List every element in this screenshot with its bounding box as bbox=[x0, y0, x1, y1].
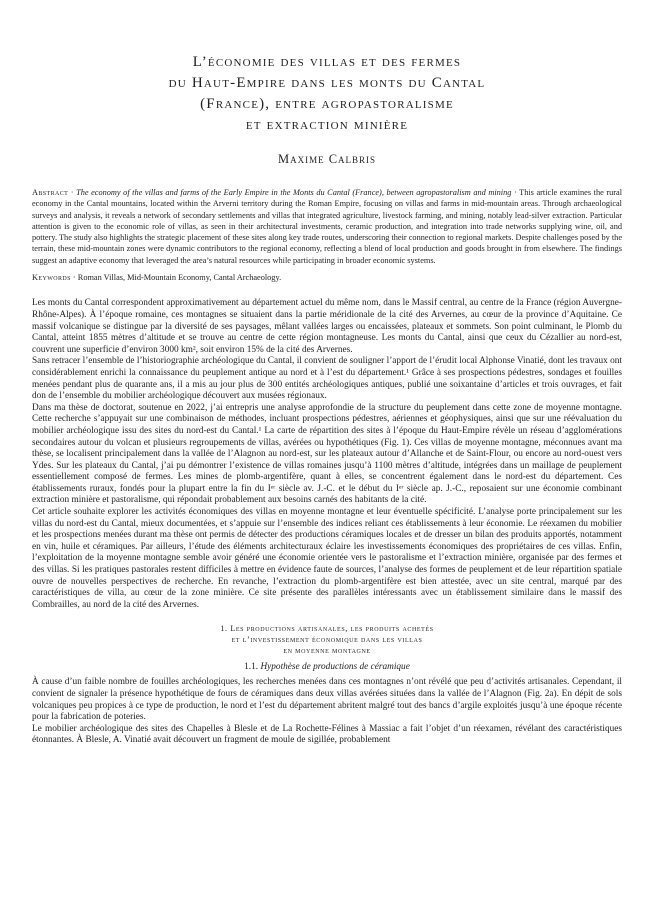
keywords-separator: · bbox=[70, 273, 78, 283]
section-heading bbox=[32, 623, 622, 656]
section-heading-line: 1. Les productions artisanales, les produits achetés bbox=[220, 624, 434, 634]
body-paragraph: Les monts du Cantal correspondent approximativement au département actuel du même nom, dans le Massif central, au centre de la France (région Auvergne-Rhône-Alpes). À l’époque romaine, ces montagnes se situaient dans la partie méridionale de la cité des Arvernes, au cœur de la province d’Aquitaine. Ce massif volcanique se distingue par la diversité de ses paysages, mêlant vallées larges ou encaissées, plateaux et sommets. Son point culminant, le Plomb du Cantal, atteint 1855 mètres d’altitude et se trouve au centre de cette région montagneuse. Les monts du Cantal, ainsi que ceux du Cézallier au nord-est, couvrent une superficie d’environ 3000 km², soit environ 15% de la cité des Arvernes. bbox=[32, 298, 622, 355]
body-paragraph: Sans retracer l’ensemble de l’historiographie archéologique du Cantal, il convient de souligner l’apport de l’érudit local Alphonse Vinatié, dont les travaux ont considérablement enrichi la connaissance du peuplement antique au nord et à l’est du département.¹ Grâce à ses prospections pédestres, sondages et fouilles menées pendant plus de quarante ans, il a mis au jour plus de 300 entités archéologiques antiques, publié une soixantaine d’articles et trois ouvrages, et fait don de l’ensemble du mobilier archéologique découvert aux musées régionaux. bbox=[32, 356, 622, 402]
keywords-text: Roman Villas, Mid-Mountain Economy, Cantal Archaeology. bbox=[77, 273, 282, 283]
abstract bbox=[32, 187, 622, 266]
article-body bbox=[32, 298, 622, 747]
keywords-label: Keywords bbox=[32, 273, 71, 283]
keywords bbox=[32, 272, 622, 283]
section-heading-line: en moyenne montagne bbox=[283, 646, 371, 656]
article-title bbox=[32, 52, 622, 136]
subsection-title: Hypothèse de productions de céramique bbox=[260, 662, 410, 673]
section-heading-line: et l’investissement économique dans les villas bbox=[231, 635, 423, 645]
body-paragraph: Dans ma thèse de doctorat, soutenue en 2022, j’ai entrepris une analyse approfondie de la structure du peuplement dans cette zone de moyenne montagne. Cette recherche s’appuyait sur une combinaison de méthodes, incluant prospections pédestres, aériennes et géophysiques, ainsi que sur une réévaluation du mobilier archéologique issu des sites du nord-est du Cantal.¹ La carte de répartition des sites à l’époque du Haut-Empire révèle un réseau d’agglomérations secondaires autour du volcan et plusieurs regroupements de villas, avérées ou hypothétiques (Fig. 1). Ces villas de moyenne montagne, méconnues avant ma thèse, se localisent principalement dans la vallée de l’Alagnon au nord-est, sur les plateaux autour d’Allanche et de Saint-Flour, ou encore au nord-ouest vers Ydes. Sur les plateaux du Cantal, j’ai pu démontrer l’existence de villas romaines jusqu’à 1100 mètres d’altitude, intégrées dans un maillage de peuplement essentiellement composé de fermes. Les mines de plomb-argentifère, quant à elles, se concentrent également dans le nord-est du département. Ces établissements ruraux, fondés pour la plupart entre la fin du Iᵉʳ siècle av. J.-C. et le début du Iᵉʳ siècle ap. J.-C., reposaient sur une économie combinant extraction minière et pastoralisme, qui répondait probablement aux besoins carnés des habitants de la cité. bbox=[32, 402, 622, 506]
subsection-number: 1.1. bbox=[244, 662, 261, 673]
body-paragraph: Le mobilier archéologique des sites des Chapelles à Blesle et de La Rochette-Félines à Massiac a fait l’objet d’un réexamen, révélant des caractéristiques étonnantes. À Blesle, A. Vinatié avait découvert un fragment de moule de sigillée, probablement bbox=[32, 723, 622, 746]
body-paragraph: Cet article souhaite explorer les activités économiques des villas en moyenne montagne et leur éventuelle spécificité. L’analyse porte principalement sur les villas du nord-est du Cantal, mieux documentées, et s’appuie sur l’ensemble des indices reliant ces établissements à leur économie. Le réexamen du mobilier et les prospections menées durant ma thèse ont permis de détecter des productions céramiques locales et de dresser un bilan des produits apportés, notamment en vin, huile et céramiques. Par ailleurs, l’étude des éléments architecturaux éclaire les investissements économiques des propriétaires de ces villas. Enfin, l’exploitation de la moyenne montagne semble avoir généré une économie orientée vers le pastoralisme et l’extraction minière, organisée par des fermes et des villas. Si les pratiques pastorales restent difficiles à mettre en évidence faute de sources, l’analyse des formes de peuplement et de leur répartition spatiale ouvre de nouvelles perspectives de recherche. En revanche, l’extraction du plomb-argentifère est bien attestée, avec un site central, marqué par des caractéristiques de villa, au cœur de la zone minière. Ce site présente des parallèles intéressants avec un établissement similaire dans le massif des Combrailles, au nord de la cité des Arvernes. bbox=[32, 507, 622, 610]
subsection-heading bbox=[32, 662, 622, 672]
abstract-separator: · bbox=[511, 188, 520, 197]
abstract-label: Abstract bbox=[32, 188, 69, 197]
abstract-text: This article examines the rural economy in the Cantal mountains, located within the Arverni territory during the Roman Empire, focusing on villas and farms in mid-mountain areas. Through archaeological surveys and analysis, it reveals a network of secondary settlements and villas that integrated agriculture, livestock farming, and mining, notably lead-silver extraction. Particular attention is given to the economic role of villas, as seen in their architectural investments, ceramic production, and integration into trade networks supplying wine, oil, and pottery. The study also highlights the strategic placement of these sites along key trade routes, underscoring their connection to regional markets. Despite challenges posed by the terrain, these mid-mountain zones were dynamic contributors to the regional economy, reflecting a blend of local production and goods brought in from elsewhere. The findings suggest an adaptive economy that leveraged the area’s natural resources while participating in broader economic systems. bbox=[32, 188, 623, 265]
title-line: (France), entre agropastoralisme bbox=[200, 96, 454, 112]
abstract-separator: · bbox=[68, 188, 77, 197]
title-line: L’économie des villas et des fermes bbox=[192, 54, 462, 70]
body-paragraph: À cause d’un faible nombre de fouilles archéologiques, les recherches menées dans ces montagnes n’ont révélé que peu d’activités artisanales. Cependant, il convient de signaler la présence hypothétique de fours de céramiques dans deux villas avérées situées dans la vallée de l’Alagnon (Fig. 2a). En dépit de sols volcaniques peu propices à ce type de production, le nord et l’est du département abritent malgré tout des bancs d’argile exploités jusqu’à une époque récente pour la fabrication de poteries. bbox=[32, 677, 622, 723]
abstract-english-title: The economy of the villas and farms of the Early Empire in the Monts du Cantal (France), between agropastoralism and mining bbox=[76, 188, 512, 197]
author-name: Maxime Calbris bbox=[277, 152, 377, 166]
title-line: et extraction minière bbox=[245, 117, 409, 133]
title-line: du Haut-Empire dans les monts du Cantal bbox=[168, 75, 486, 91]
